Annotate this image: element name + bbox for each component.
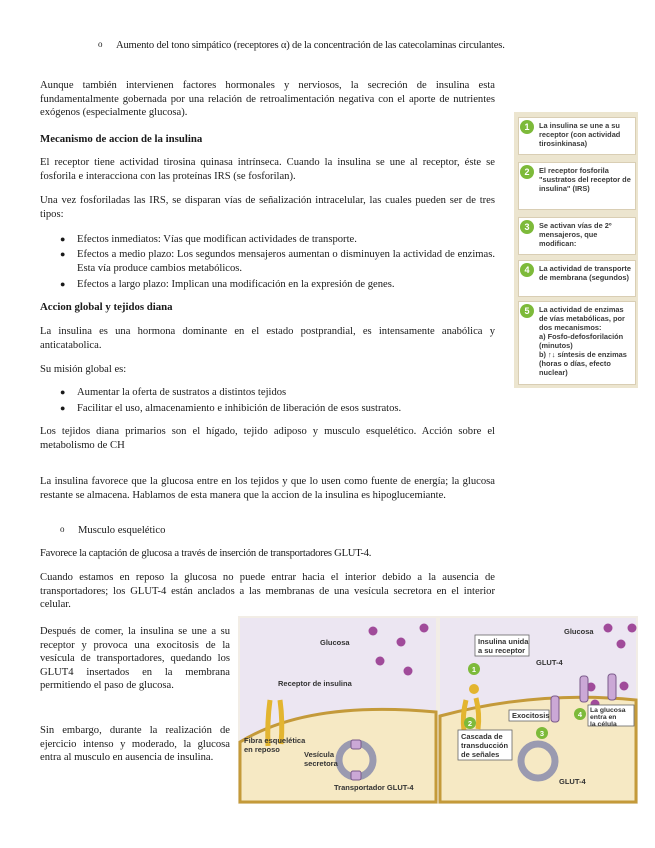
step-number-icon: 2 bbox=[520, 165, 534, 179]
paragraph-anabolica: La insulina es una hormona dominante en el estado postprandial, es intensamente anabólica y anticatabolica. bbox=[40, 326, 495, 351]
intro-paragraph: Aunque también intervienen factores hormonales y nerviosos, la secreción de insulina esta fundamentalmente gobernada por una relación de retroalimentación negativa con el aporte de nutrientes exógenos (especialmente glucosa). bbox=[40, 80, 495, 119]
label-fibra: Fibra esquelética en reposo bbox=[244, 736, 306, 754]
figure-step bbox=[518, 162, 636, 210]
glucose-icon bbox=[404, 667, 413, 676]
glucose-icon bbox=[397, 638, 406, 647]
bullet-icon: ● bbox=[60, 403, 66, 413]
heading-accion-global: Accion global y tejidos diana bbox=[40, 301, 173, 313]
top-item-text: Aumento del tono simpático (receptores α) de la concentración de las catecolaminas circulantes. bbox=[116, 40, 505, 51]
heading-mecanismo: Mecanismo de accion de la insulina bbox=[40, 133, 203, 145]
paragraph-ejercicio: Sin embargo, durante la realización de ejercicio intenso y moderado, la glucosa entra al musculo en ausencia de insulina. bbox=[40, 725, 230, 764]
paragraph-irs: Una vez fosforiladas las IRS, se disparan vías de señalización intracelular, las cuales pueden ser de tres tipos: bbox=[40, 195, 495, 220]
bullet-icon: ● bbox=[60, 234, 66, 244]
paragraph-reposo: Cuando estamos en reposo la glucosa no puede entrar hacia el interior debido a la ausencia de transportadores; los GLUT-4 están anclados a las membranas de una vesícula secretora en el interior celular. bbox=[40, 572, 495, 611]
figure-step bbox=[518, 260, 636, 297]
svg-text:2: 2 bbox=[467, 719, 473, 728]
paragraph-glut4: Favorece la captación de glucosa a través de inserción de transportadores GLUT-4. bbox=[40, 548, 372, 559]
insulin-mechanism-figure bbox=[514, 112, 638, 388]
list-item-text: Facilitar el uso, almacenamiento e inhibición de liberación de esos sustratos. bbox=[77, 403, 402, 414]
glucose-icon bbox=[604, 624, 613, 633]
step-text: Se activan vías de 2º mensajeros, que modifican: bbox=[539, 221, 612, 248]
label-cascada: Cascada de transducción de señales bbox=[461, 732, 509, 759]
left-panel bbox=[240, 618, 436, 802]
step-text: El receptor fosforila "sustratos del receptor de insulina" (IRS) bbox=[539, 166, 631, 193]
figure-step bbox=[518, 217, 636, 255]
step-text: La actividad de transporte de membrana (segundos) bbox=[539, 264, 631, 282]
bullet-icon: ● bbox=[60, 249, 66, 259]
list-item-text: Efectos a medio plazo: Los segundos mensajeros aumentan o disminuyen la actividad de enzimas. Esta vía produce cambios metabólicos. bbox=[77, 249, 495, 274]
label-exocitosis: Exocitosis bbox=[512, 711, 550, 720]
svg-text:1: 1 bbox=[471, 665, 477, 674]
step-text: La insulina se une a su receptor (con actividad tirosinkinasa) bbox=[539, 121, 621, 148]
right-panel bbox=[440, 618, 637, 802]
label-glucosa-entra: La glucosa entra en la célula bbox=[590, 707, 626, 728]
insulin-icon bbox=[469, 684, 479, 694]
step-number-icon: 1 bbox=[520, 120, 534, 134]
paragraph-receptor: El receptor tiene actividad tirosina quinasa intrínseca. Cuando la insulina se une al receptor, éste se fosforila e interacciona con las proteínas IRS (se fosforilan). bbox=[40, 157, 495, 182]
list-item-text: Efectos inmediatos: Vías que modifican actividades de transporte. bbox=[77, 234, 357, 245]
svg-text:4: 4 bbox=[577, 710, 583, 719]
glut4-icon bbox=[351, 771, 361, 780]
figure-step bbox=[518, 301, 636, 385]
paragraph-mision: Su misión global es: bbox=[40, 364, 127, 375]
circle-bullet-icon: o bbox=[60, 524, 65, 534]
paragraph-tejidos-diana: Los tejidos diana primarios son el hígado, tejido adiposo y musculo esquelético. Acción sobre el metabolismo de CH bbox=[40, 426, 495, 451]
label-vesicula: Vesícula secretora bbox=[304, 750, 338, 768]
paragraph-hipoglucemiante: La insulina favorece que la glucosa entre en los tejidos y que lo usen como fuente de energía; la glucosa restante se almacena. Hablamos de esta manera que la accion de la insulina es hipoglucemiante. bbox=[40, 476, 495, 501]
bullet-icon: ● bbox=[60, 387, 66, 397]
paragraph-despues-comer: Después de comer, la insulina se une a su receptor y provoca una exocitosis de la vesícula de transportadores, quedando los GLUT4 insertados en la membrana permitiendo el paso de glucosa. bbox=[40, 626, 230, 692]
sub-item-text: Musculo esquelético bbox=[78, 525, 166, 536]
label-glucosa: Glucosa bbox=[320, 638, 350, 647]
glut4-icon bbox=[608, 674, 616, 700]
circle-bullet-icon: o bbox=[98, 39, 103, 49]
glut4-icon bbox=[551, 696, 559, 722]
glucose-icon bbox=[617, 640, 626, 649]
step-number-icon: 4 bbox=[520, 263, 534, 277]
label-glut4-top: GLUT-4 bbox=[536, 658, 563, 667]
glut4-icon bbox=[351, 740, 361, 749]
bullet-icon: ● bbox=[60, 279, 66, 289]
label-glut4-bottom: GLUT-4 bbox=[559, 777, 586, 786]
label-glucosa: Glucosa bbox=[564, 627, 594, 636]
glut4-figure bbox=[238, 616, 638, 804]
glucose-icon bbox=[420, 624, 429, 633]
list-item-text: Aumentar la oferta de sustratos a distintos tejidos bbox=[77, 387, 287, 398]
svg-text:3: 3 bbox=[539, 729, 545, 738]
glucose-icon bbox=[369, 627, 378, 636]
label-transportador: Transportador GLUT-4 bbox=[334, 783, 414, 792]
list-item-text: Efectos a largo plazo: Implican una modificación en la expresión de genes. bbox=[77, 279, 395, 290]
label-insulina-unida: Insulina unida a su receptor bbox=[478, 637, 529, 655]
glucose-icon bbox=[376, 657, 385, 666]
step-number-icon: 3 bbox=[520, 220, 534, 234]
glucose-icon bbox=[628, 624, 637, 633]
step-number-icon: 5 bbox=[520, 304, 534, 318]
figure-step bbox=[518, 117, 636, 155]
glut4-icon bbox=[580, 676, 588, 702]
label-receptor: Receptor de insulina bbox=[278, 679, 352, 688]
step-text: La actividad de enzimas de vías metabólicas, por dos mecanismos: a) Fosfo-defosforilación (minutos) b) ↑↓ síntesis de enzimas (horas o días, efecto nuclear) bbox=[539, 305, 627, 377]
glucose-icon bbox=[620, 682, 629, 691]
